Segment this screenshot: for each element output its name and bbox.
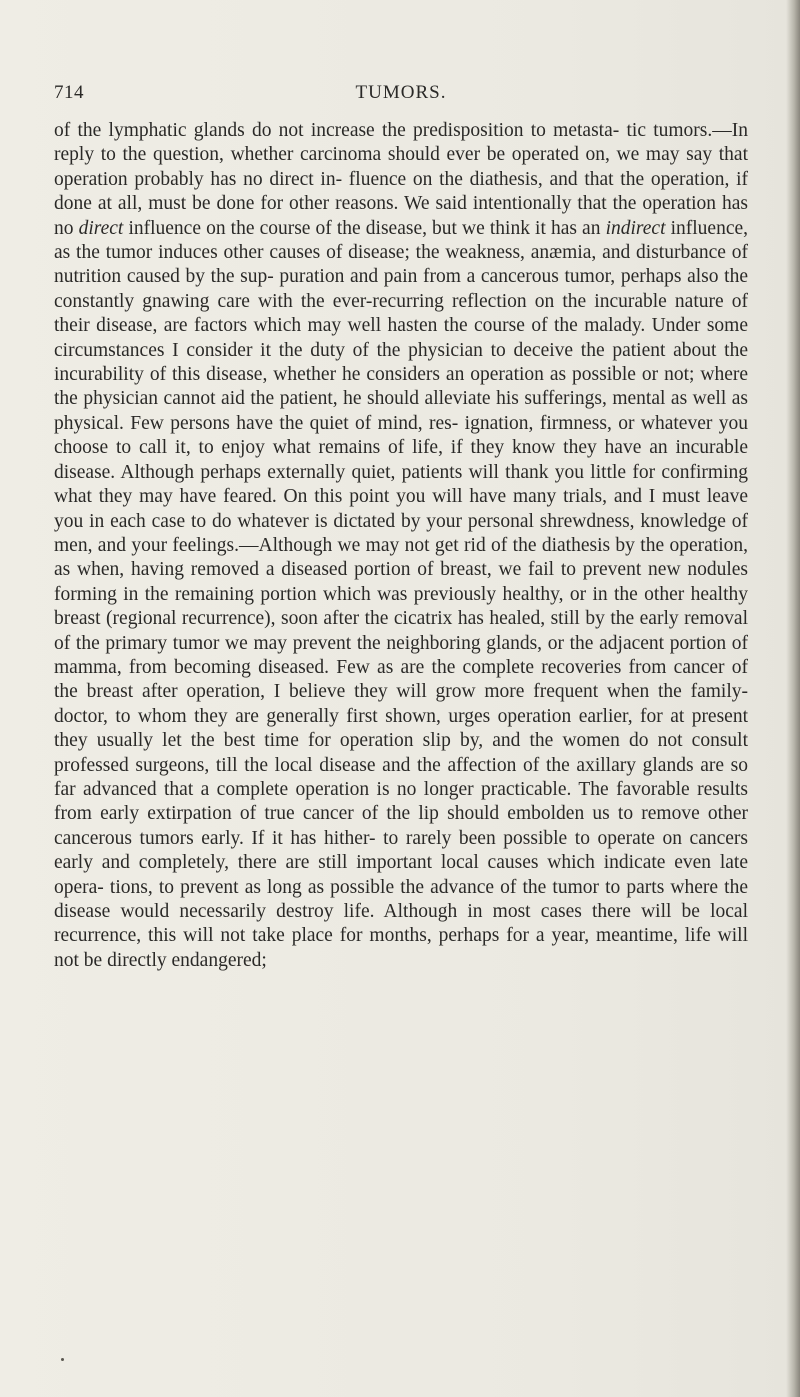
paragraph bbox=[54, 119, 748, 973]
running-head: TUMORS. bbox=[355, 82, 447, 103]
text-segment: of the lymphatic glands do not increase the predisposition to metasta- tic tumors.—In reply to the question, whether carcinoma should ever be operated on, we may say that operation probably has no direct in- fluence on the diathesis, and that the operation, if done at all, must be done for other reasons. We said intentionally that the operation has no bbox=[54, 120, 748, 239]
emphasis-direct: direct bbox=[78, 217, 124, 239]
print-speck bbox=[61, 1358, 64, 1361]
page-header bbox=[54, 82, 748, 104]
page-number: 714 bbox=[54, 82, 84, 103]
text-segment: influence on the course of the disease, but we think it has an bbox=[123, 217, 606, 239]
page-edge-shadow bbox=[786, 0, 800, 1397]
body-text bbox=[54, 119, 748, 973]
text-segment: influence, as the tumor induces other causes of disease; the weakness, anæmia, and disturbance of nutrition caused by the sup- puration and pain from a cancerous tumor, perhaps also the constantly gnawing care with the ever-recurring reflection on the incurable nature of their disease, are factors which may well hasten the course of the malady. Under some circumstances I consider it the duty of the physician to deceive the patient about the incurability of this disease, whether he considers an operation as possible or not; where the physician cannot aid the patient, he should alleviate his sufferings, mental as well as physical. Few persons have the quiet of mind, res- ignation, firmness, or whatever you choose to call it, to enjoy what remains of life, if they know they have an incurable disease. Although perhaps externally quiet, patients will thank you little for confirming what they may have feared. On this point you will have many trials, and I must leave you in each case to do whatever is dictated by your personal shrewdness, knowledge of men, and your feelings.—Although we may not get rid of the diathesis by the operation, as when, having removed a diseased portion of breast, we fail to prevent new nodules forming in the remaining portion which was previously healthy, or in the other healthy breast (regional recurrence), soon after the cicatrix has healed, still by the early removal of the primary tumor we may prevent the neighboring glands, or the adjacent portion of mamma, from becoming diseased. Few as are the complete recoveries from cancer of the breast after operation, I believe they will grow more frequent when the family-doctor, to whom they are generally first shown, urges operation earlier, for at present they usually let the best time for operation slip by, and the women do not consult professed surgeons, till the local disease and the affection of the axillary glands are so far advanced that a complete operation is no longer practicable. The favorable results from early extirpation of true cancer of the lip should embolden us to remove other cancerous tumors early. If it has hither- to rarely been possible to operate on cancers early and completely, there are still important local causes which indicate even late opera- tions, to prevent as long as possible the advance of the tumor to parts where the disease would necessarily destroy life. Although in most cases there will be local recurrence, this will not take place for months, perhaps for a year, meantime, life will not be directly endangered; bbox=[54, 217, 749, 971]
emphasis-indirect: indirect bbox=[605, 217, 666, 239]
